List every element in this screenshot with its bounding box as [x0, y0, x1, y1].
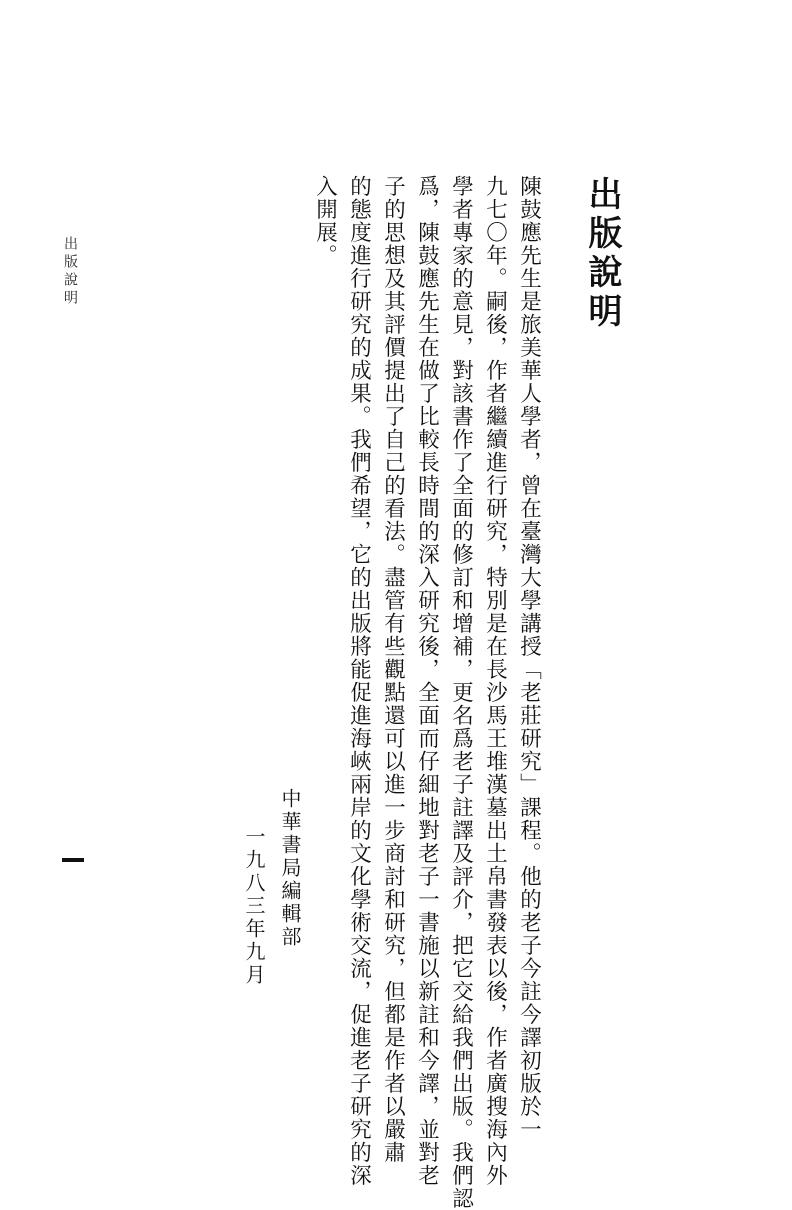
body-line-5: 子的思想及其評價提出了自己的看法。盡管有些觀點還可以進一步商討和研究，但都是作者以嚴肅 — [380, 175, 406, 1164]
running-head: 出版說明 — [62, 236, 78, 308]
page-title: 出版說明 — [582, 176, 622, 332]
body-line-6: 的態度進行研究的成果。我們希望，它的出版將能促進海峽兩岸的文化學術交流，促進老子研究的深 — [346, 175, 372, 1187]
body-line-4: 爲，陳鼓應先生在做了比較長時間的深入研究後，全面而仔細地對老子一書施以新註和今譯，並對老 — [414, 175, 440, 1187]
body-line-2: 九七〇年。嗣後，作者繼續進行研究，特別是在長沙馬王堆漢墓出土帛書發表以後，作者廣搜海內外 — [482, 175, 508, 1187]
body-line-3: 學者專家的意見，對該書作了全面的修訂和增補，更名爲老子註譯及評介，把它交給我們出版。我們認 — [448, 175, 474, 1210]
body-line-1: 陳鼓應先生是旅美華人學者，曾在臺灣大學講授「老莊研究」課程。他的老子今註今譯初版於一 — [516, 175, 542, 1141]
publisher-signature: 中華書局編輯部 — [278, 788, 302, 949]
page-number — [62, 858, 84, 862]
signature-date: 一九八三年九月 — [242, 826, 266, 987]
body-line-7: 入開展。 — [312, 175, 338, 267]
